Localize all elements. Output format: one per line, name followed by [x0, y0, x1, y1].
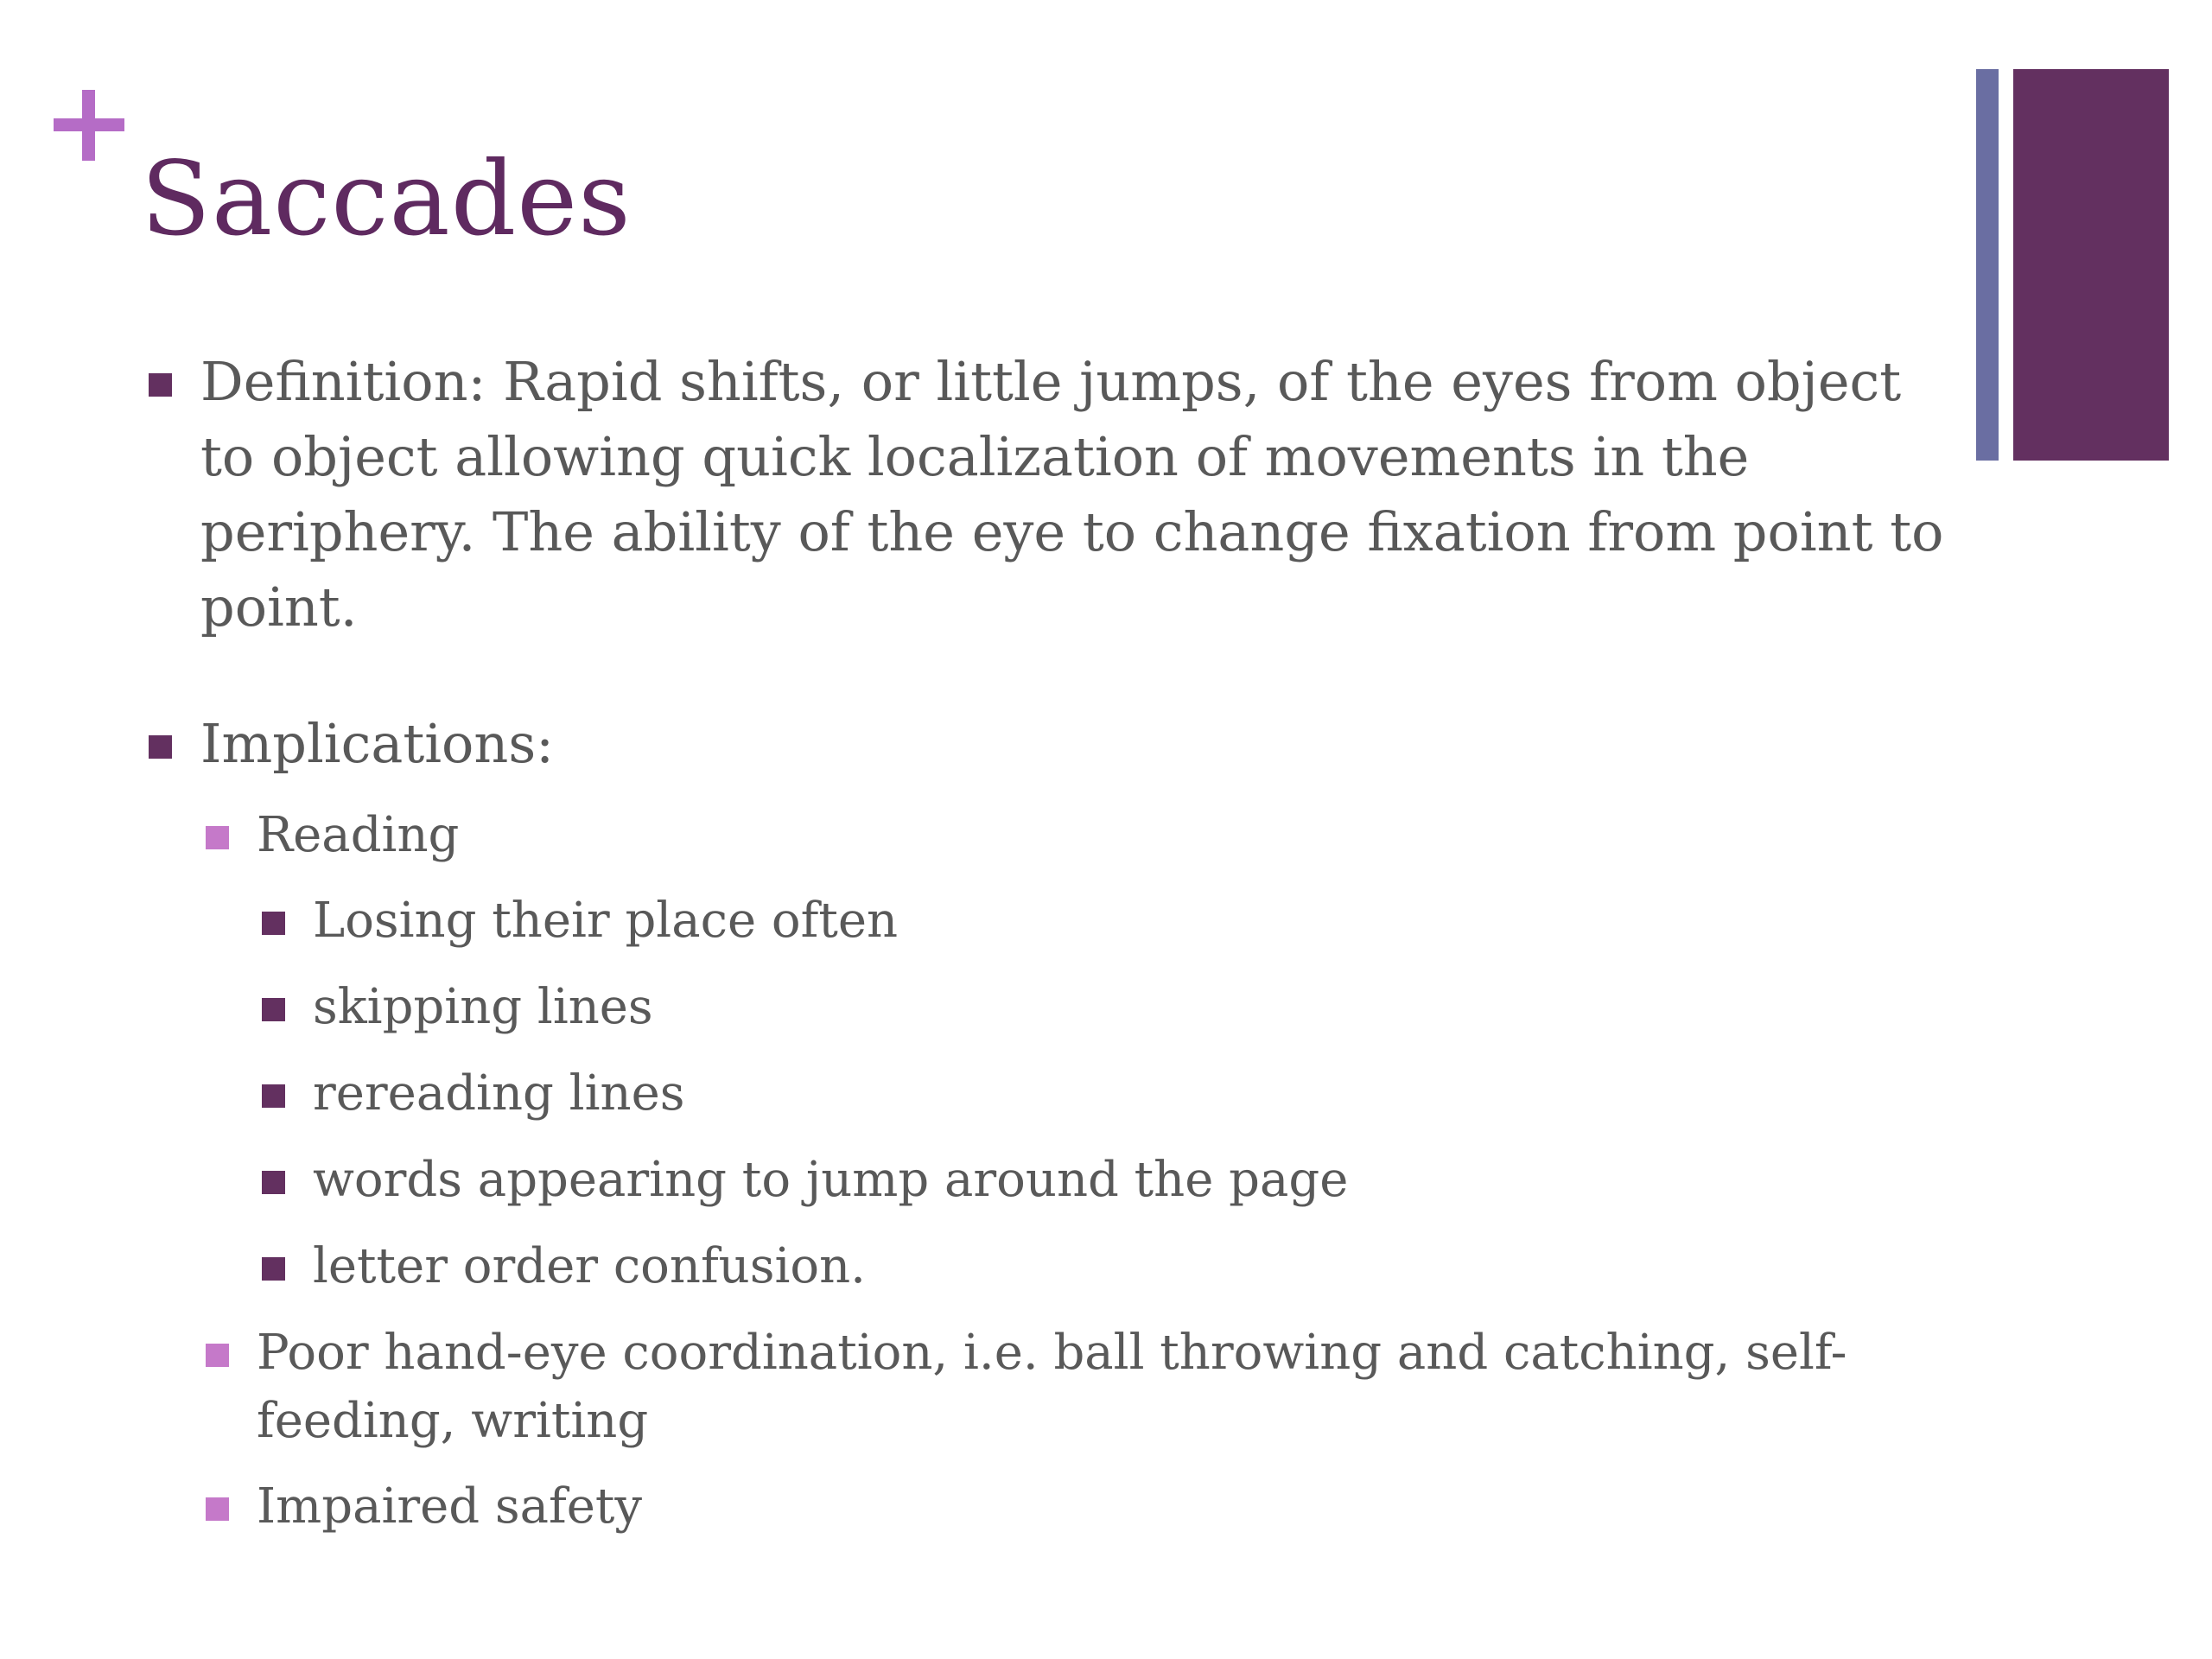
bullet-marker — [262, 1084, 285, 1108]
bullet-marker — [149, 373, 172, 397]
list-item-text: Losing their place often — [313, 893, 899, 949]
list-item-text: rereading lines — [313, 1065, 685, 1122]
list-item-text: letter order confusion. — [313, 1238, 866, 1294]
implications-text: Implications: — [200, 712, 555, 775]
bullet-marker — [262, 1171, 285, 1194]
bullet-marker — [206, 1497, 229, 1521]
list-item-text: words appearing to jump around the page — [313, 1152, 1349, 1208]
hand-eye-text: Poor hand-eye coordination, i.e. ball throwing and catching, self-feeding, writing — [257, 1325, 1847, 1449]
bullet-marker — [149, 735, 172, 759]
definition-text: Definition: Rapid shifts, or little jumps, of the eyes from object to object allowing quick localization of movements in the periphery. The ability of the eye to change fixation from point to point. — [200, 350, 1944, 639]
bullet-marker — [206, 1344, 229, 1367]
list-item-text: skipping lines — [313, 979, 653, 1035]
safety-text: Impaired safety — [257, 1478, 643, 1535]
bullet-marker — [262, 1257, 285, 1281]
reading-text: Reading — [257, 807, 460, 863]
slide-title: Saccades — [141, 139, 632, 258]
bullet-marker — [262, 998, 285, 1021]
bullet-marker — [262, 912, 285, 935]
bullet-marker — [206, 826, 229, 849]
